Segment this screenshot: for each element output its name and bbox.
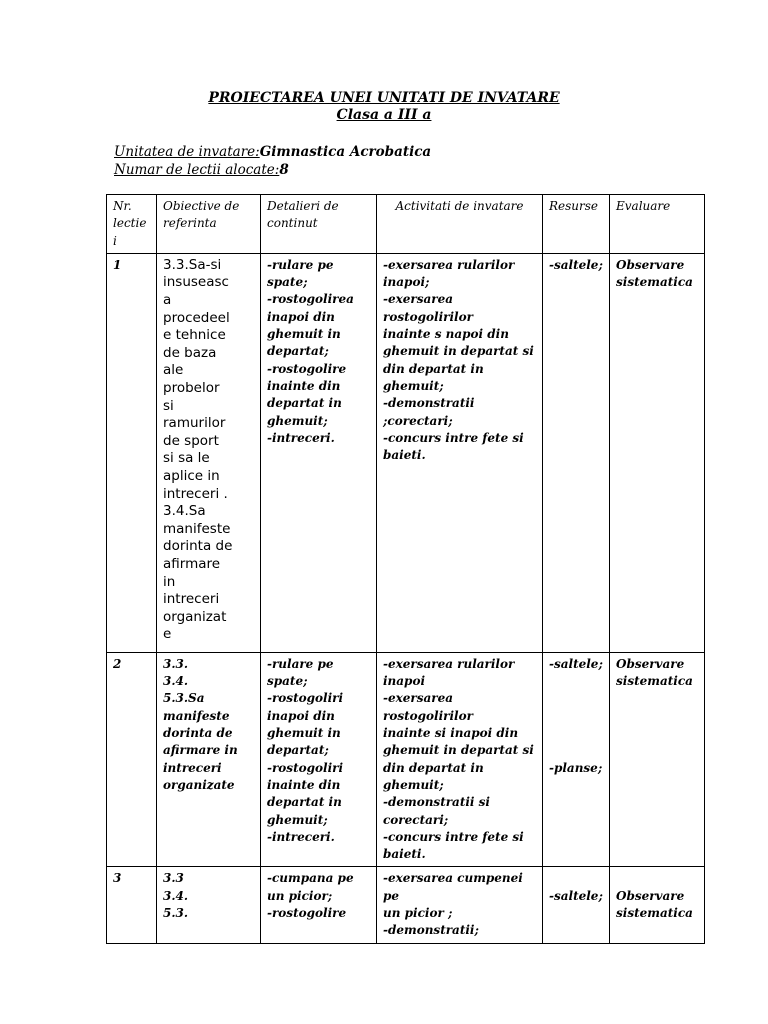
cell-line: ghemuit in departat si — [383, 743, 534, 758]
cell-line: afirmare in — [163, 743, 238, 758]
cell-line: ale — [163, 362, 184, 379]
cell-line: inapoi; — [383, 275, 430, 290]
cell-line: 3.3.Sa-si — [163, 256, 222, 273]
cell-line: organizate — [163, 777, 235, 792]
document-title: PROIECTAREA UNEI UNITATI DE INVATARE — [208, 90, 560, 106]
cell-line: -saltele; — [549, 257, 603, 272]
cell-nr: 1 — [107, 253, 157, 652]
cell-line: sistematica — [616, 674, 693, 689]
header-activitati: Activitati de invatare — [377, 195, 543, 254]
cell-line: 3.3 — [163, 871, 184, 886]
cell-line: departat in — [267, 396, 342, 411]
cell-line — [549, 725, 603, 742]
cell-line: -rostogolire — [267, 361, 347, 376]
unit-meta — [114, 143, 431, 179]
cell-line: -concurs intre fete si — [383, 829, 524, 844]
header-obiective: Obiective de referinta — [157, 195, 261, 254]
cell-obiective — [157, 867, 261, 943]
cell-line: Observare — [616, 888, 685, 903]
cell-line: -rostogolire — [267, 906, 347, 921]
cell-line: aplice in — [163, 468, 220, 485]
cell-line: departat in — [267, 795, 342, 810]
table-row — [107, 652, 705, 867]
cell-line: inainte s napoi din — [383, 327, 509, 342]
cell-evaluare — [610, 652, 705, 867]
cell-line: dorinta de — [163, 726, 233, 741]
cell-nr: 2 — [107, 652, 157, 867]
cell-line: a — [163, 292, 172, 309]
cell-line: din departat in ghemuit; — [383, 361, 488, 393]
cell-line: inapoi din — [267, 309, 335, 324]
cell-line: -rostogolirea — [267, 292, 354, 307]
cell-line: e tehnice — [163, 327, 226, 344]
cell-line: -saltele; — [549, 656, 603, 671]
cell-line: baieti. — [383, 847, 426, 862]
unit-label: Unitatea de invatare: — [114, 144, 260, 160]
cell-line: 5.3.Sa — [163, 691, 205, 706]
cell-line: insuseasc — [163, 274, 229, 291]
cell-evaluare — [610, 867, 705, 943]
cell-line: 3.4. — [163, 674, 189, 689]
cell-line: -concurs intre fete si — [383, 430, 524, 445]
cell-line: -intreceri. — [267, 829, 335, 844]
cell-activitati — [377, 652, 543, 867]
lessons-line — [114, 161, 431, 179]
cell-line: -rulare pe — [267, 656, 334, 671]
table-header-row — [107, 195, 705, 254]
cell-line: spate; — [267, 674, 308, 689]
cell-line: manifeste — [163, 708, 230, 723]
cell-line: ghemuit in — [267, 327, 341, 342]
cell-resurse — [543, 652, 610, 867]
cell-line: -saltele; — [549, 888, 603, 903]
cell-line: ;corectari; — [383, 413, 453, 428]
cell-line: ramurilor — [163, 415, 226, 432]
cell-line: 3.4. — [163, 888, 189, 903]
cell-line: Observare — [616, 257, 685, 272]
cell-obiective — [157, 253, 261, 652]
cell-line: -cumpana pe — [267, 871, 354, 886]
cell-line: intreceri — [163, 591, 220, 608]
cell-line: Observare — [616, 656, 685, 671]
cell-line: -rulare pe — [267, 257, 334, 272]
table-body — [107, 253, 705, 943]
cell-obiective — [157, 652, 261, 867]
cell-line: sistematica — [616, 906, 693, 921]
cell-line: -rostogoliri — [267, 691, 344, 706]
cell-line: ghemuit in departat si — [383, 344, 534, 359]
cell-line: 3.3. — [163, 656, 189, 671]
cell-line — [549, 870, 603, 887]
cell-line: de baza — [163, 344, 217, 361]
cell-detalieri — [261, 253, 377, 652]
cell-line — [549, 742, 603, 759]
cell-line — [616, 870, 698, 887]
cell-line: dorinta de — [163, 538, 233, 555]
cell-line: -rostogoliri — [267, 760, 344, 775]
cell-detalieri — [261, 867, 377, 943]
header-nr-lectie: Nr. lectie i — [107, 195, 157, 254]
cell-line: e — [163, 626, 172, 643]
header-evaluare: Evaluare — [610, 195, 705, 254]
cell-line: in — [163, 573, 176, 590]
cell-activitati — [377, 867, 543, 943]
cell-detalieri — [261, 652, 377, 867]
cell-line: spate; — [267, 275, 308, 290]
cell-line: organizat — [163, 608, 227, 625]
cell-line: probelor — [163, 380, 220, 397]
cell-line: -planse; — [549, 760, 603, 775]
cell-line: sistematica — [616, 275, 693, 290]
cell-activitati — [377, 253, 543, 652]
cell-line: procedeel — [163, 309, 230, 326]
cell-line: -intreceri. — [267, 430, 335, 445]
cell-line: afirmare — [163, 555, 221, 572]
cell-line: -exersarea rularilor — [383, 656, 515, 671]
lessons-value: 8 — [279, 162, 289, 178]
document-subtitle: Clasa a III a — [336, 107, 432, 123]
cell-line: departat; — [267, 344, 329, 359]
cell-line: 5.3. — [163, 906, 189, 921]
cell-line: din departat in ghemuit; — [383, 760, 488, 792]
unit-value: Gimnastica Acrobatica — [259, 144, 432, 160]
cell-line: de sport — [163, 432, 219, 449]
cell-line: manifeste — [163, 520, 231, 537]
cell-resurse — [543, 253, 610, 652]
cell-line: 3.4.Sa — [163, 503, 206, 520]
cell-line: inapoi din — [267, 708, 335, 723]
cell-line: baieti. — [383, 448, 426, 463]
cell-line: si sa le — [163, 450, 210, 467]
lessons-label: Numar de lectii alocate: — [114, 162, 280, 178]
lesson-plan-table — [106, 194, 705, 944]
cell-line: un picior; — [267, 888, 333, 903]
cell-line: intreceri — [163, 760, 222, 775]
cell-line: inapoi — [383, 674, 426, 689]
cell-line: ghemuit; — [267, 413, 328, 428]
cell-nr: 3 — [107, 867, 157, 943]
cell-line: -exersarea cumpenei pe — [383, 871, 528, 903]
cell-line: -demonstratii; — [383, 923, 479, 938]
cell-line: -exersarea rostogolirilor — [383, 691, 473, 723]
cell-line: -demonstratii — [383, 396, 475, 411]
cell-line: inainte din — [267, 777, 341, 792]
cell-line: inainte din — [267, 378, 341, 393]
cell-evaluare — [610, 253, 705, 652]
cell-line: -exersarea rostogolirilor — [383, 292, 473, 324]
table-row — [107, 867, 705, 943]
cell-resurse — [543, 867, 610, 943]
cell-line: intreceri . — [163, 485, 228, 502]
cell-line: si — [163, 397, 174, 414]
title-block — [0, 90, 768, 124]
cell-line: inainte si inapoi din — [383, 726, 519, 741]
cell-line — [549, 690, 603, 707]
header-detalieri: Detalieri de continut — [261, 195, 377, 254]
header-resurse: Resurse — [543, 195, 610, 254]
cell-line: un picior ; — [383, 906, 453, 921]
cell-line — [549, 673, 603, 690]
cell-line: -exersarea rularilor — [383, 257, 515, 272]
cell-line: ghemuit; — [267, 812, 328, 827]
cell-line: ghemuit in — [267, 726, 341, 741]
cell-line: departat; — [267, 743, 329, 758]
cell-line: corectari; — [383, 812, 449, 827]
table-row — [107, 253, 705, 652]
unit-line — [114, 143, 431, 161]
cell-line — [549, 708, 603, 725]
cell-line: -demonstratii si — [383, 795, 490, 810]
